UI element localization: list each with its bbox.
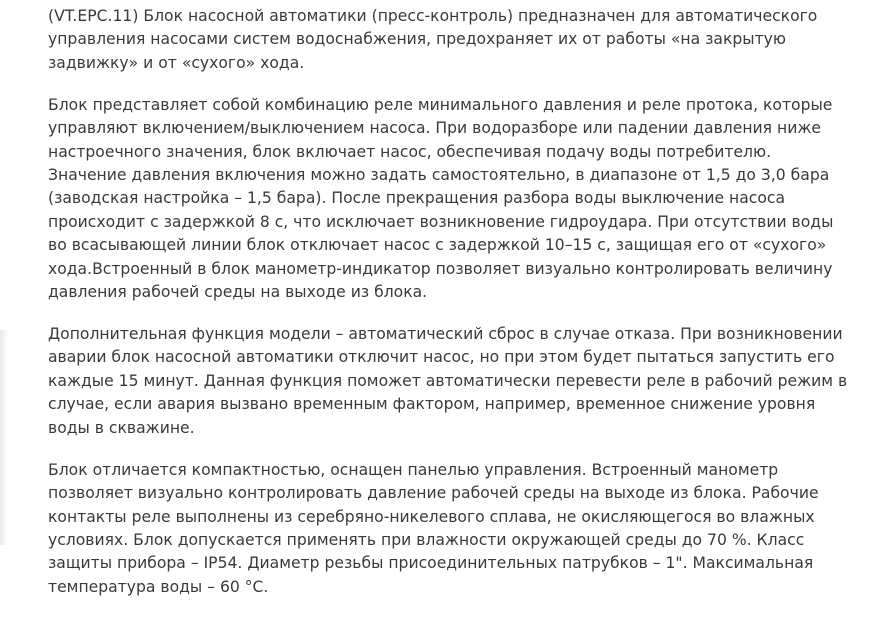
text-line: аварии блок насосной автоматики отключит насос, но при этом будет пытаться запустить его (48, 348, 835, 367)
text-line: (заводская настройка – 1,5 бара). После прекращения разбора воды выключение насоса (48, 189, 786, 208)
article-body (48, 5, 888, 618)
text-line: Блок представляет собой комбинацию реле минимального давления и реле протока, которые (48, 95, 833, 114)
text-line: настроечного значения, блок включает насос, обеспечивая подачу воды потребителю. (48, 142, 772, 161)
text-line: Блок отличается компактностью, оснащен панелью управления. Встроенный манометр (48, 460, 779, 479)
text-line: хода.Встроенный в блок манометр-индикатор позволяет визуально контролировать величину (48, 259, 833, 278)
text-line: давления рабочей среды на выходе из блока. (48, 283, 428, 302)
text-line: во всасывающей линии блок отключает насос с задержкой 10–15 с, защищая его от «сухого» (48, 236, 827, 255)
text-line: управляют включением/выключением насоса. При водоразборе или падении давления ниже (48, 119, 821, 138)
text-line: температура воды – 60 °С. (48, 577, 269, 596)
text-line: Дополнительная функция модели – автоматический сброс в случае отказа. При возникновении (48, 325, 843, 344)
paragraph-purpose (48, 5, 888, 75)
left-edge-shadow (0, 330, 8, 545)
text-line: позволяет визуально контролировать давление рабочей среды на выходе из блока. Рабочие (48, 484, 819, 503)
paragraph-auto-reset (48, 323, 888, 440)
text-line: происходит с задержкой 8 с, что исключает возникновение гидроудара. При отсутствии воды (48, 212, 834, 231)
text-line: каждые 15 минут. Данная функция поможет автоматически перевести реле в рабочий режим в (48, 371, 848, 390)
text-line: контакты реле выполнены из серебряно-никелевого сплава, не окисляющегося во влажных (48, 507, 815, 526)
text-line: воды в скважине. (48, 418, 195, 437)
text-line: управления насосами систем водоснабжения, предохраняет их от работы «на закрытую (48, 30, 787, 49)
text-line: защиты прибора – IP54. Диаметр резьбы присоединительных патрубков – 1". Максимальная (48, 554, 814, 573)
text-line: задвижку» и от «сухого» хода. (48, 53, 305, 72)
text-line: Значение давления включения можно задать самостоятельно, в диапазоне от 1,5 до 3,0 бара (48, 166, 830, 185)
paragraph-specs (48, 459, 888, 599)
text-line: условиях. Блок допускается применять при влажности окружающей среды до 70 %. Класс (48, 530, 805, 549)
text-line: случае, если авария вызвано временным фактором, например, временное снижение уровня (48, 395, 816, 414)
paragraph-operation (48, 94, 888, 305)
text-line: (VT.EPC.11) Блок насосной автоматики (пресс-контроль) предназначен для автоматического (48, 7, 818, 25)
